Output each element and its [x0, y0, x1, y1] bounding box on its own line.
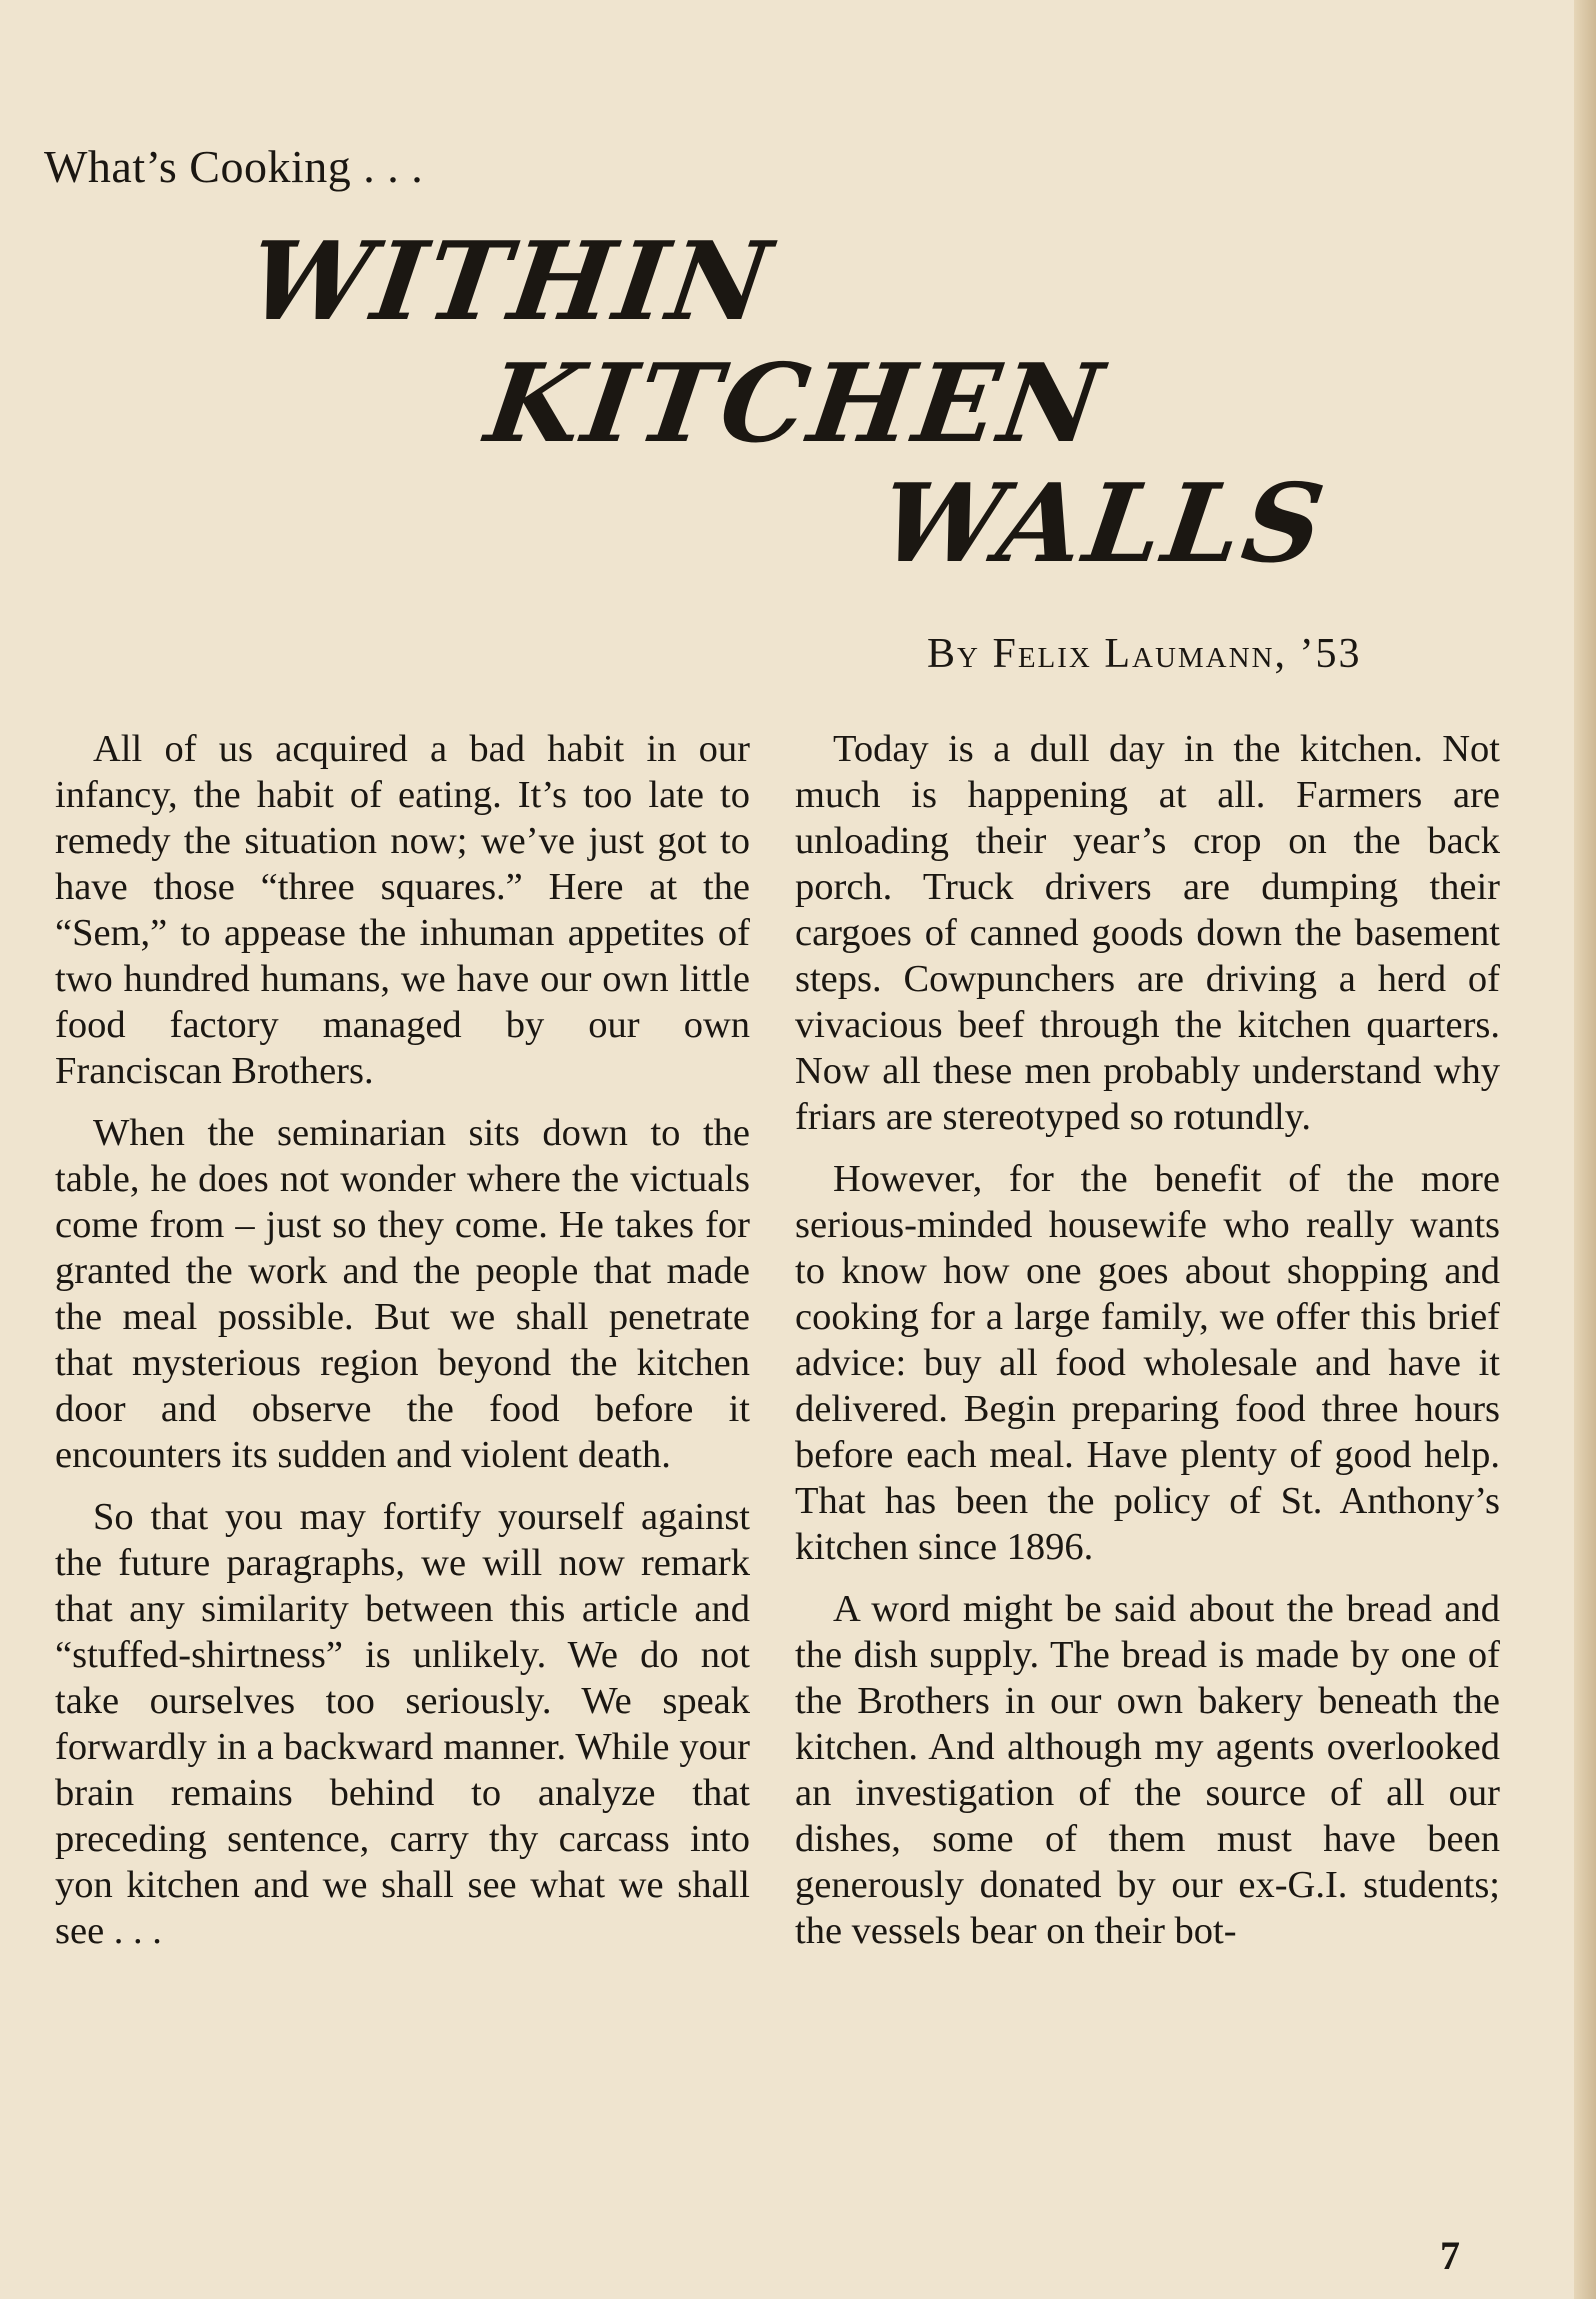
paragraph: When the seminarian sits down to the table, he does not wonder where the victuals come from – just so they come. He takes for granted the work and the people that made the meal possible. But we shall penetrate that mysterious region beyond the kitchen door and observe the food before it encounters its sudden and violent death.: [55, 1112, 750, 1476]
paragraph: A word might be said about the bread and the dish supply. The bread is made by one of the Brothers in our own bakery beneath the kitchen. And although my agents overlooked an investigation of the source of all our dishes, some of them must have been generously donated by our ex-G.I. students; the vessels bear on their bot-: [795, 1588, 1500, 1952]
section-kicker: What’s Cooking . . .: [44, 141, 424, 192]
paragraph: Today is a dull day in the kitchen. Not much is happening at all. Farmers are unloading their year’s crop on the back porch. Truck drivers are dumping their cargoes of canned goods down the basement steps. Cowpunchers are driving a herd of vivacious beef through the kitchen quarters. Now all these men probably understand why friars are stereotyped so rotundly.: [795, 728, 1500, 1138]
headline-line-1: WITHIN: [241, 219, 781, 345]
paragraph: All of us acquired a bad habit in our infancy, the habit of eating. It’s too late to remedy the situation now; we’ve just got to have those “three squares.” Here at the “Sem,” to appease the inhuman appetites of two hundred humans, we have our own little food factory managed by our own Franciscan Brothers.: [55, 728, 750, 1092]
page-number: 7: [1440, 2233, 1460, 2278]
headline-line-2: KITCHEN: [479, 341, 1112, 467]
left-column: [55, 726, 750, 1970]
paragraph: However, for the benefit of the more serious-minded housewife who really wants to know how one goes about shopping and cooking for a large family, we offer this brief advice: buy all food wholesale and have it delivered. Begin preparing food three hours before each meal. Have plenty of good help. That has been the policy of St. Anthony’s kitchen since 1896.: [795, 1158, 1500, 1568]
paragraph: So that you may fortify yourself against the future paragraphs, we will now remark that any similarity between this article and “stuffed-shirtness” is unlikely. We do not take ourselves too seriously. We speak forwardly in a backward manner. While your brain remains behind to analyze that preceding sentence, carry thy carcass into yon kitchen and we shall see what we shall see . . .: [55, 1496, 750, 1952]
right-column: [795, 726, 1500, 1970]
page-edge: [1574, 0, 1596, 2299]
headline-line-3: WALLS: [873, 461, 1334, 587]
byline: By Felix Laumann, ’53: [927, 631, 1362, 677]
